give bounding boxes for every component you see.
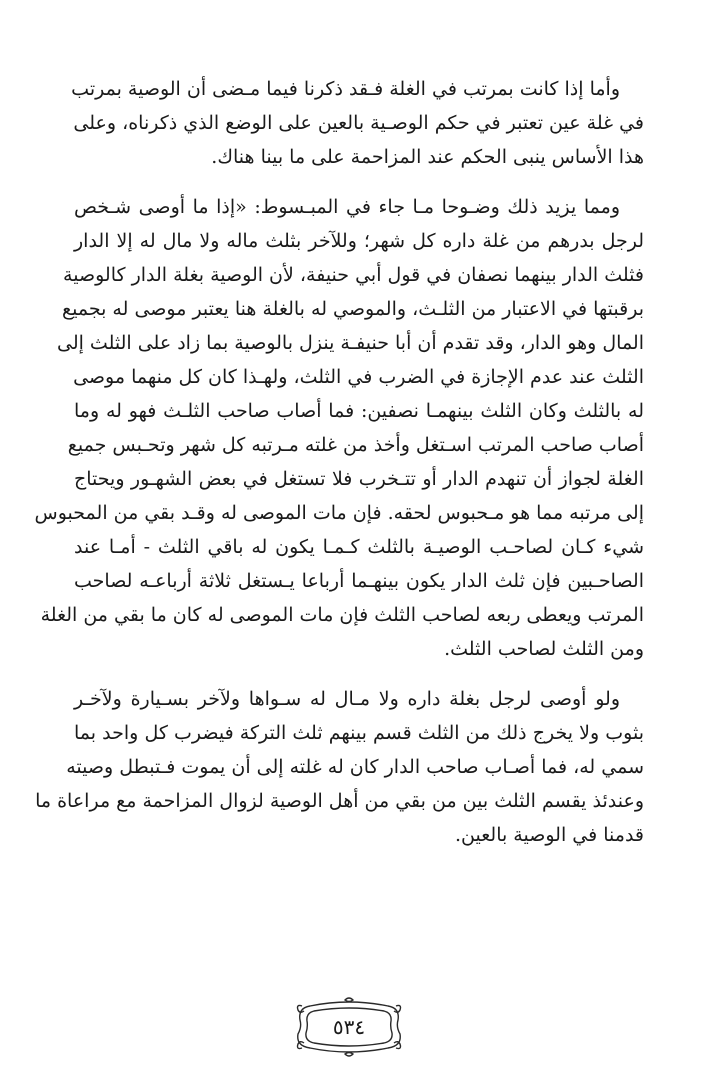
text-line: وأما إذا كانت بمرتب في الغلة فـقد ذكرنا فيما مـضى أن الوصية بمرتب: [71, 78, 620, 100]
text-line: شيء كـان لصاحـب الوصيـة بالثلث كـمـا يكون له باقي الثلث - أمـا عند: [74, 536, 644, 558]
text-line: لرجل بدرهم من غلة داره كل شهر؛ وللآخر بثلث ماله ولا مال له إلا الدار: [74, 230, 644, 252]
text-line: سمي له، فما أصـاب صاحب الدار كان له غلته إلى أن يموت فـتبطل وصيته: [66, 756, 644, 778]
text-line: المرتب ويعطى ربعه لصاحب الثلث فإن مات الموصى له كان ما بقي من الغلة: [40, 604, 644, 626]
text-line: ومن الثلث لصاحب الثلث.: [444, 638, 644, 660]
page-number: ٥٣٤: [332, 1015, 366, 1039]
text-line: بثوب ولا يخرج ذلك من الثلث قسم بينهم ثلث التركة فيضرب كل واحد بما: [74, 722, 644, 744]
text-line: الثلث عند عدم الإجازة في الضرب في الثلث، ولهـذا كان كل منهما موصى: [73, 366, 644, 388]
text-line: أصاب صاحب المرتب اسـتغل وأخذ من غلته مـرتبه كل شهر وتحـبس جميع: [67, 434, 644, 456]
text-line: وعندئذ يقسم الثلث بين من بقي من أهل الوصية لزوال المزاحمة مع مراعاة ما: [35, 790, 644, 812]
text-line: قدمنا في الوصية بالعين.: [455, 824, 644, 846]
page-number-ornament: [290, 996, 408, 1058]
text-line: ومما يزيد ذلك وضـوحا مـا جاء في المبـسوط: «إذا ما أوصى شـخص: [74, 196, 620, 218]
paragraph-1: [71, 72, 644, 174]
text-line: فثلث الدار بينهما نصفان في قول أبي حنيفة، لأن الوصية بغلة الدار كالوصية: [63, 264, 644, 286]
text-line: له بالثلث وكان الثلث بينهمـا نصفين: فما أصاب صاحب الثلـث فهو له وما: [74, 400, 644, 422]
text-line: ولو أوصى لرجل بغلة داره ولا مـال له سـواها ولآخر بسـيارة ولآخـر: [74, 688, 620, 710]
text-line: المال وهو الدار، وقد تقدم أن أبا حنيفـة ينزل بالوصية بما زاد على الثلث إلى: [56, 332, 644, 354]
text-line: الصاحـبين فإن ثلث الدار يكون بينهـما أرباعا يـستغل ثلاثة أرباعـه لصاحب: [74, 570, 644, 592]
text-line: إلى مرتبه مما هو مـحبوس لحقه. فإن مات الموصى له وقـد بقي من المحبوس: [34, 502, 644, 524]
text-line: في غلة عين تعتبر في حكم الوصـية بالعين على الوضع الذي ذكرناه، وعلى: [73, 112, 644, 134]
paragraph-3: [35, 682, 644, 852]
text-line: الغلة لجواز أن تنهدم الدار أو تتـخرب فلا تستغل في بعض الشهـور ويحتاج: [74, 468, 644, 490]
paragraph-2: [34, 190, 644, 666]
text-line: هذا الأساس ينبى الحكم عند المزاحمة على ما بينا هناك.: [211, 146, 644, 168]
text-line: برقبتها في الاعتبار من الثلـث، والموصي له بالغلة هنا يعتبر موصى له بجميع: [62, 298, 644, 320]
